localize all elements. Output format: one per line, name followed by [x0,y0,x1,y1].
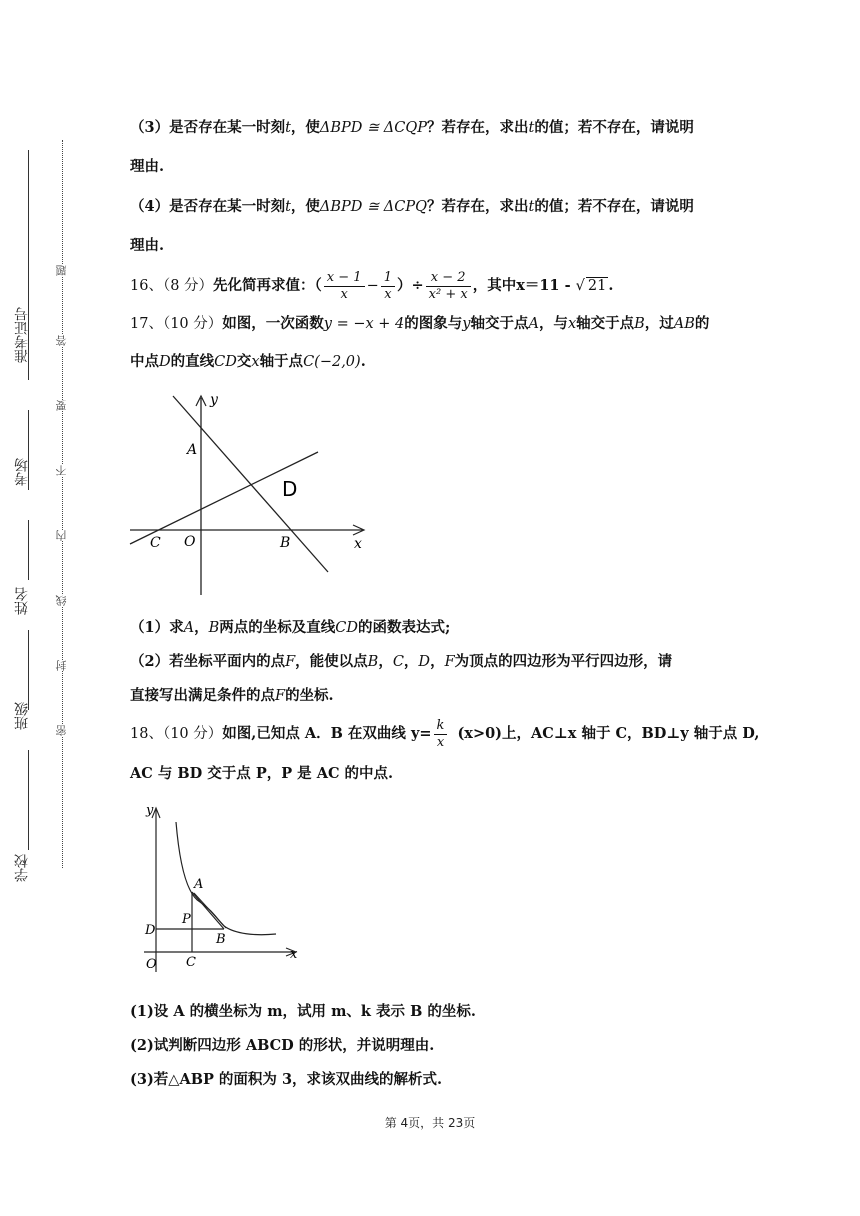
minus-sign: − [366,278,379,294]
page-footer: 第 4页，共 23页 [384,1116,476,1130]
q18-part2: (2)试判断四边形 ABCD 的形状，并说明理由. [130,1037,435,1054]
label-d: D [282,477,298,501]
q16-text: ，其中 [472,277,517,294]
q17-line1: 17、（10 分）如图，一次函数y = −x + 4的图象与y轴交于点A，与x轴交于点B，过AB的 [130,315,710,332]
q15-p4-text: （4）是否存在某一时刻 [130,198,286,215]
q15-p4-text: ，使 [290,198,320,215]
q17-line2: 中点D的直线CD交x轴于点C(−2,0). [130,353,366,370]
label-y: y [210,392,218,408]
q15-p3-text: ？若存在，求出 [427,119,529,136]
seal-dotted-line [62,140,63,868]
binding-line [28,630,29,710]
q15-p4-text: 的值；若不存在，请说明 [534,198,694,215]
q16-xval: x＝11 - [516,277,576,294]
fraction: $\frac{k}{x}$ [434,718,448,751]
label-a: A [187,442,198,458]
seal-char: 封 [55,660,68,671]
binding-line [28,520,29,580]
label-name: 姓名 [14,587,30,615]
binding-strip [0,140,90,900]
q17-part2-tail: 直接写出满足条件的点F的坐标. [130,687,334,704]
fraction: $\frac{x - 2}{\text{x² + x}}$ [426,270,471,303]
q17-part2: （2）若坐标平面内的点F，能使以点B，C，D，F为顶点的四边形为平行四边形，请 [130,653,673,670]
fraction: $\frac{1}{x}$ [381,270,395,303]
point-c-coord: C(−2,0) [303,354,361,370]
label-o: O [184,534,196,550]
q17-head: 17、（10 分） [130,316,223,332]
q18-line2: AC 与 BD 交于点 P，P 是 AC 的中点. [130,765,394,782]
q18-head: 18、（10 分） [130,726,223,742]
label-x: x [354,536,362,552]
label-o: O [146,957,157,972]
line-ab [173,396,328,572]
seal-char: 密 [55,725,68,736]
seal-char: 内 [55,530,68,541]
q15-part4 [130,197,740,217]
divide-sign: ）÷ [397,277,424,294]
seal-char: 线 [55,595,68,606]
seal-char: 不 [55,465,68,476]
q16: 16、（8 分）先化简再求值：（ $\frac{x - 1}{x}$ − $\frac{1}{x}$ ）÷ $\frac{x - 2}{\text{x² + x}}$ ，其中x＝11 - √ 21 . [130,269,614,302]
label-school: 学校 [14,854,30,882]
var-t: t [528,120,535,136]
congruence-expr: ΔBPD ≅ ΔCQP [319,120,428,136]
q15-p3-text: ，使 [290,119,320,136]
segment-ab-shade [194,893,226,928]
binding-line [28,750,29,850]
label-c: C [150,535,161,551]
q17-part1: （1）求A，B两点的坐标及直线CD的函数表达式; [130,619,451,636]
q18-part3: (3)若△ABP 的面积为 3，求该双曲线的解析式. [130,1071,443,1088]
sqrt-value: 21 [587,278,607,294]
q15-part4-tail: 理由. [130,237,165,254]
q18-line1: 18、（10 分）如图,已知点 A．B 在双曲线 y= $\frac{k}{x}$ (x>0)上，AC⊥x 轴于 C，BD⊥y 轴于点 D, [130,717,760,750]
label-class: 班级 [14,702,30,730]
q16-text: 先化简再求值：（ [213,277,322,294]
q18-part1: (1)设 A 的横坐标为 m，试用 m、k 表示 B 的坐标. [130,1003,476,1020]
label-b: B [280,535,291,551]
label-exam-room: 考场 [14,458,30,486]
figure-18 [140,800,305,980]
congruence-expr: ΔBPD ≅ ΔCPQ [319,199,428,215]
q16-head: 16、（8 分） [130,278,214,294]
label-a: A [194,877,204,892]
q15-p3-text: （3）是否存在某一时刻 [130,119,286,136]
q15-part3-tail: 理由. [130,158,165,175]
q15-p3-text: 的值；若不存在，请说明 [534,119,694,136]
label-x: x [290,947,298,962]
figure-17 [128,390,378,600]
hyperbola-curve [176,822,276,935]
label-c: C [186,955,196,970]
seal-char: 题 [55,265,68,276]
var-t: t [285,199,291,215]
label-exam-number: 准考证号 [14,307,30,363]
var-t: t [528,199,535,215]
function-expr: y = −x + 4 [323,316,405,332]
q15-part3 [130,118,740,138]
label-b: B [216,932,226,947]
var-t: t [285,120,291,136]
label-d: D [145,923,156,938]
label-p: P [182,912,191,927]
fraction: $\frac{x - 1}{x}$ [324,270,365,303]
seal-char: 要 [55,400,68,411]
label-y: y [146,803,154,818]
segment-ab [192,892,224,929]
q15-p4-text: ？若存在，求出 [427,198,529,215]
seal-char: 答 [55,335,68,346]
